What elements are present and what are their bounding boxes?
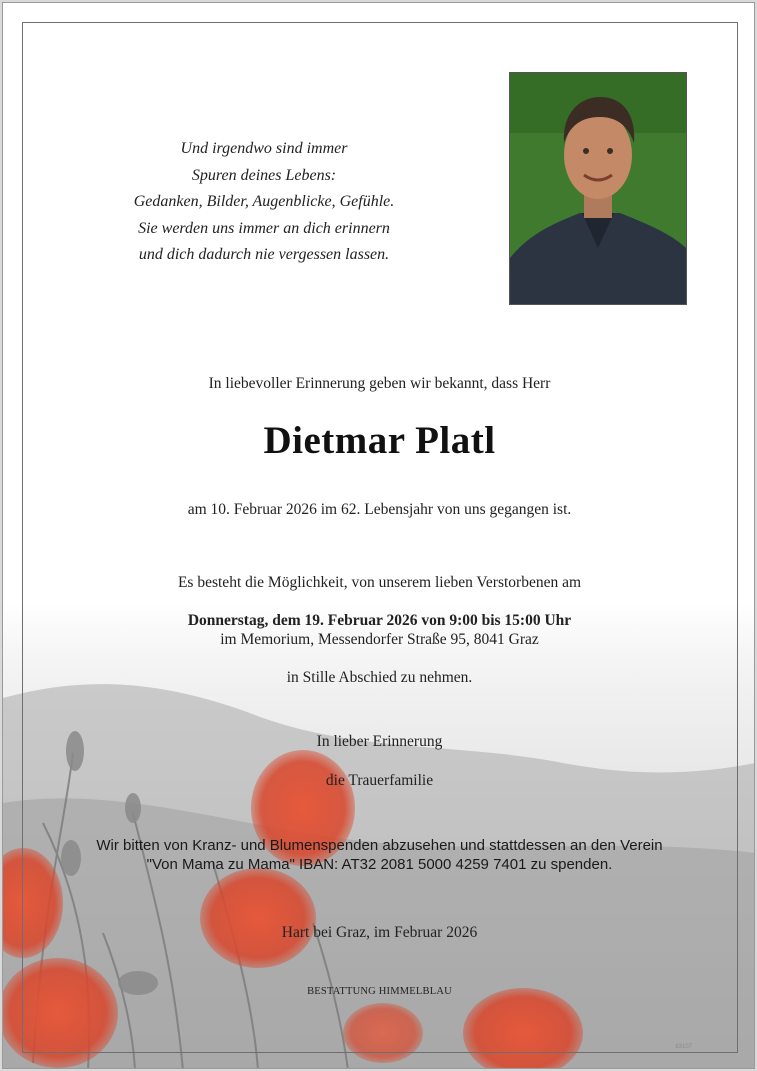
poem-line: Gedanken, Bilder, Augenblicke, Gefühle. (133, 193, 395, 210)
poem-line: und dich dadurch nie vergessen lassen. (138, 246, 390, 263)
place-and-date: Hart bei Graz, im Februar 2026 (281, 924, 478, 941)
memorial-poem (103, 136, 425, 269)
signoff-family: die Trauerfamilie (325, 772, 434, 789)
announcement-intro: In liebevoller Erinnerung geben wir bekannt, dass Herr (208, 375, 551, 392)
deceased-name: Dietmar Platl (263, 419, 496, 462)
portrait-image (510, 73, 686, 304)
donation-request-line-2: "Von Mama zu Mama" IBAN: AT32 2081 5000 4259 7401 zu spenden. (146, 856, 613, 873)
portrait-photo (509, 72, 687, 305)
form-code: 83107 (675, 1044, 692, 1050)
poem-line: Sie werden uns immer an dich erinnern (138, 219, 390, 237)
poem-line: Und irgendwo sind immer (180, 140, 348, 157)
signoff-remembrance: In lieber Erinnerung (316, 733, 443, 750)
donation-request-line-1: Wir bitten von Kranz- und Blumenspenden abzusehen und stattdessen an den Verein (96, 837, 663, 854)
farewell-location: im Memorium, Messendorfer Straße 95, 8041 Graz (220, 631, 539, 648)
poem-line: Spuren deines Lebens: (191, 166, 337, 184)
farewell-date-time: Donnerstag, dem 19. Februar 2026 von 9:00 bis 15:00 Uhr (187, 612, 572, 629)
funeral-home-name: BESTATTUNG HIMMELBLAU (307, 986, 452, 997)
death-statement: am 10. Februar 2026 im 62. Lebensjahr von uns gegangen ist. (187, 501, 572, 518)
farewell-intro: Es besteht die Möglichkeit, von unserem lieben Verstorbenen am (177, 574, 582, 591)
obituary-sheet (2, 2, 755, 1069)
obituary-content (3, 3, 754, 1068)
farewell-closing: in Stille Abschied zu nehmen. (286, 669, 473, 686)
